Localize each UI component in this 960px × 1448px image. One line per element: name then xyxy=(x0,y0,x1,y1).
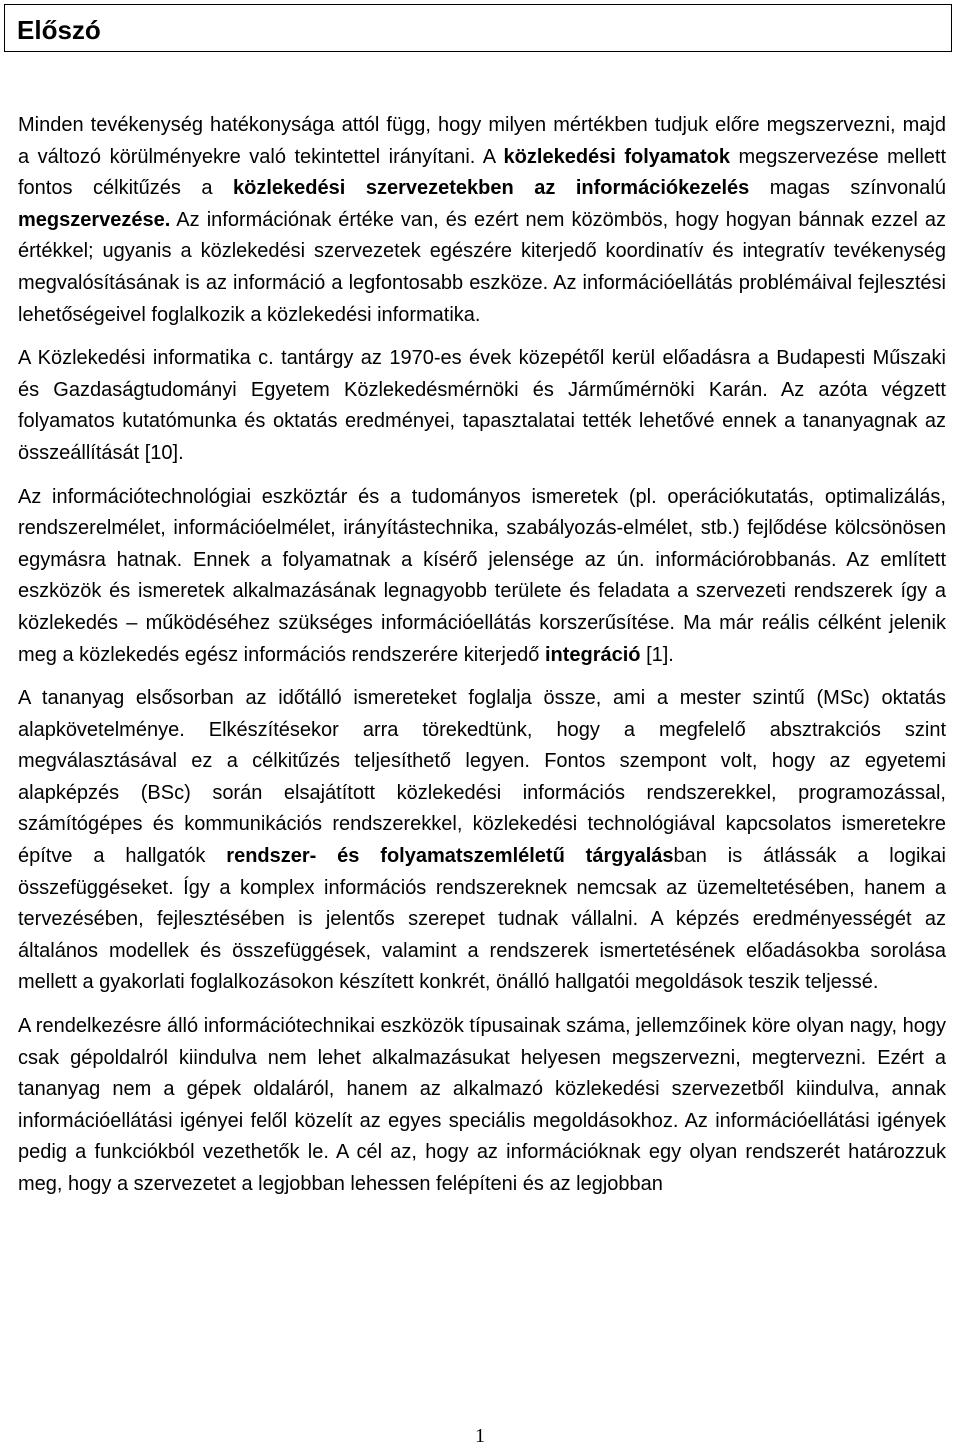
text-run: A Közlekedési informatika c. tantárgy az 1970-es évek közepétől kerül előadásra a Budapesti Műszaki és Gazdaságtudományi Egyetem Közlekedésmérnöki és Járműmérnöki Karán. Az azóta végzett folyamatos kutatómunka és oktatás eredményei, tapasztalatai tették lehetővé ennek a tananyagnak az összeállítását [10]. xyxy=(18,347,946,464)
text-run: A tananyag elsősorban az időtálló ismereteket foglalja össze, ami a mester szintű (MSc) oktatás alapkövetelménye. Elkészítésekor arra törekedtünk, hogy a megfelelő absztrakciós szint megválasztásával ez a célkitűzés teljesíthető legyen. Fontos szempont volt, hogy az egyetemi alapképzés (BSc) során elsajátított közlekedési információs rendszerekkel, programozással, számítógépes és kommunikációs rendszerekkel, közlekedési technológiával kapcsolatos ismeretekre építve a hallgatók xyxy=(18,687,946,868)
page-title: Előszó xyxy=(17,15,101,45)
bold-run: megszervezése. xyxy=(18,208,171,231)
text-run: ban is átlássák a logikai összefüggéseket. Így a komplex információs rendszereknek nemcsak az üzemeltetésében, hanem a tervezésében, fejlesztésében is jelentős szerepet tudnak vállalni. A képzés eredményességét az általános modellek és összefüggések, valamint a rendszerek ismertetésének előadásokba sorolása mellett a gyakorlati foglalkozásokon készített konkrét, önálló hallgatói megoldások teszik teljessé. xyxy=(18,845,946,994)
text-run: Az információnak értéke van, és ezért nem közömbös, hogy hogyan bánnak ezzel az értékkel; ugyanis a közlekedési szervezetek egészére kiterjedő koordinatív és integratív tevékenység megvalósításának is az információ a legfontosabb eszköze. Az információellátás problémáival fejlesztési lehetőségeivel foglalkozik a közlekedési informatika. xyxy=(18,208,946,326)
paragraph-intro xyxy=(18,110,946,331)
page-number: 1 xyxy=(475,1425,485,1447)
heading-box xyxy=(4,4,952,52)
paragraph-technology xyxy=(18,482,946,672)
text-run: megszervezése mellett fontos célkitűzés a xyxy=(18,145,947,200)
text-run: A rendelkezésre álló információtechnikai eszközök típusainak száma, jellemzőinek köre olyan nagy, hogy csak gépoldalról kiindulva nem lehet alkalmazásukat helyesen megszervezni, megtervezni. Ezért a tananyag nem a gépek oldaláról, hanem az alkalmazó közlekedési szervezetből kiindulva, annak információellátási igényei felől közelít az egyes speciális megoldásokhoz. Az információellátási igények pedig a funkciókból vezethetők le. A cél az, hogy az információknak egy olyan rendszerét határozzuk meg, hogy a szervezetet a legjobban lehessen felépíteni és az legjobban xyxy=(18,1015,946,1195)
bold-run: közlekedési folyamatok xyxy=(503,145,730,168)
text-run: Minden tevékenység hatékonysága attól függ, hogy milyen mértékben tudjuk előre megszervezni, majd a változó körülményekre való tekintettel irányítani. A xyxy=(18,114,946,168)
bold-run: rendszer- és folyamatszemléletű tárgyalás xyxy=(226,845,674,868)
text-run: Az információtechnológiai eszköztár és a tudományos ismeretek (pl. operációkutatás, optimalizálás, rendszerelmélet, információelmélet, irányítástechnika, szabályozás-elmélet, stb.) fejlődése kölcsönösen egymásra hatnak. Ennek a folyamatnak a kísérő jelensége az ún. információrobbanás. Az említett eszközök és ismeretek alkalmazásának legnagyobb területe és feladata a szervezeti rendszerek így a közlekedés – működéséhez szükséges információellátás korszerűsítése. Ma már reális célként jelenik meg a közlekedés egész információs rendszerére kiterjedő xyxy=(18,485,946,666)
paragraph-curriculum xyxy=(18,683,946,999)
document-body xyxy=(18,110,946,1201)
paragraph-approach xyxy=(18,1011,946,1201)
bold-run: közlekedési szervezetekben az információkezelés xyxy=(233,177,750,200)
text-run: magas színvonalú xyxy=(749,177,946,200)
bold-run: integráció xyxy=(544,643,641,666)
paragraph-history xyxy=(18,343,946,469)
text-run: [1]. xyxy=(640,643,674,666)
